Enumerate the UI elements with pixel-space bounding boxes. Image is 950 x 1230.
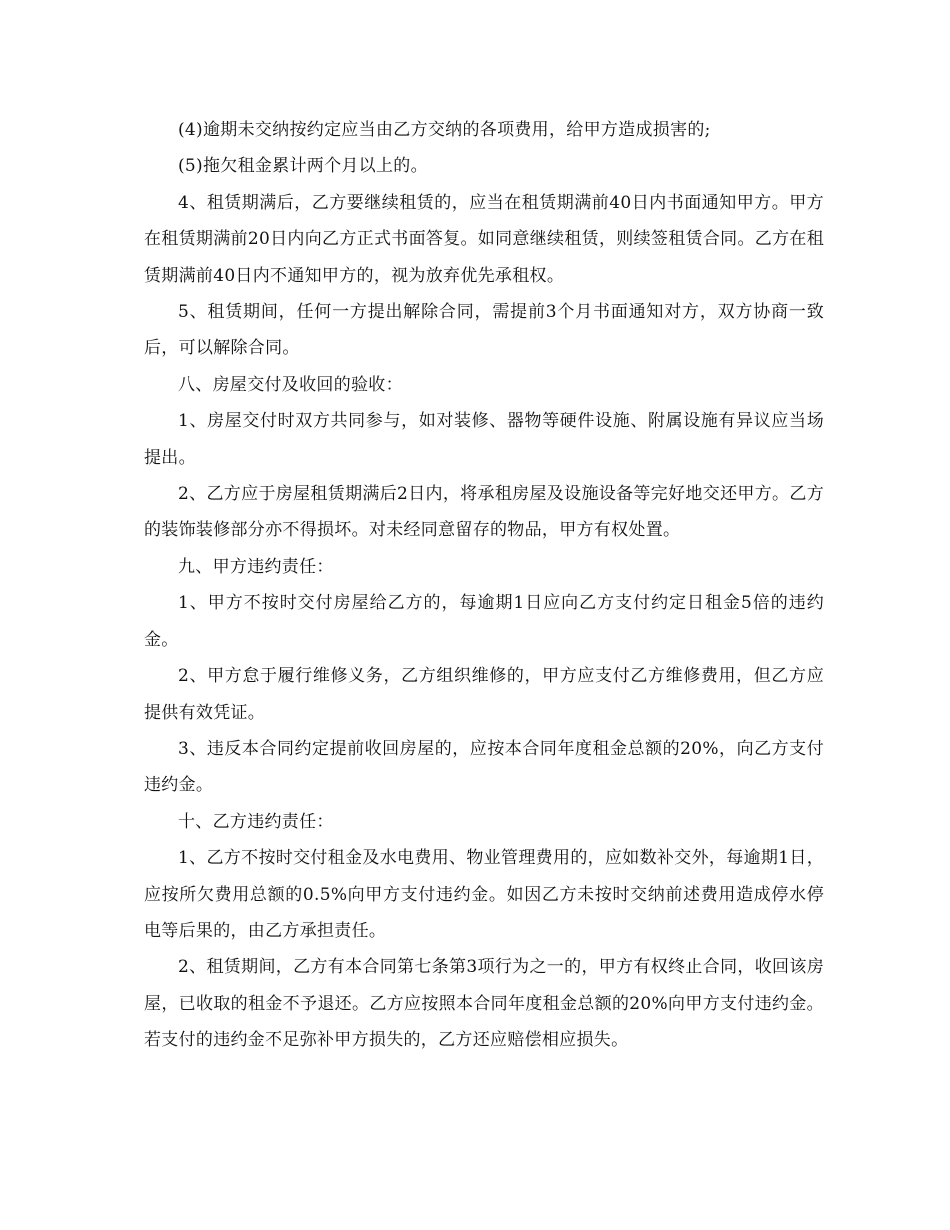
clause-7-paragraph-5: 5、租赁期间，任何一方提出解除合同，需提前3个月书面通知对方，双方协商一致后，可以解除合同。 <box>144 302 824 359</box>
document-body <box>144 112 824 1059</box>
clause-9-paragraph-3: 3、违反本合同约定提前收回房屋的，应按本合同年度租金总额的20%，向乙方支付违约金。 <box>144 738 824 796</box>
section-heading-10: 十、乙方违约责任： <box>178 811 334 832</box>
clause-7-paragraph-4: 4、租赁期满后，乙方要继续租赁的，应当在租赁期满前40日内书面通知甲方。甲方在租赁期满前20日内向乙方正式书面答复。如同意继续租赁，则续签租赁合同。乙方在租赁期满前40日内不通知甲方的，视为放弃优先承租权。 <box>144 192 824 286</box>
clause-7-item-5: (5)拖欠租金累计两个月以上的。 <box>178 156 428 177</box>
clause-9-paragraph-1: 1、甲方不按时交付房屋给乙方的，每逾期1日应向乙方支付约定日租金5倍的违约金。 <box>144 593 824 650</box>
clause-7-item-4: (4)逾期未交纳按约定应当由乙方交纳的各项费用，给甲方造成损害的; <box>178 120 711 140</box>
section-heading-9: 九、甲方违约责任： <box>178 556 334 577</box>
clause-10-paragraph-1: 1、乙方不按时交付租金及水电费用、物业管理费用的，应如数补交外，每逾期1日，应按所欠费用总额的0.5%向甲方支付违约金。如因乙方未按时交纳前述费用造成停水停电等后果的，由乙方承担责任。 <box>144 848 824 941</box>
section-heading-8: 八、房屋交付及收回的验收： <box>178 374 403 395</box>
clause-8-paragraph-2: 2、乙方应于房屋租赁期满后2日内，将承租房屋及设施设备等完好地交还甲方。乙方的装饰装修部分亦不得损坏。对未经同意留存的物品，甲方有权处置。 <box>144 484 824 541</box>
clause-8-paragraph-1: 1、房屋交付时双方共同参与，如对装修、器物等硬件设施、附属设施有异议应当场提出。 <box>144 411 824 468</box>
clause-10-paragraph-2: 2、租赁期间，乙方有本合同第七条第3项行为之一的，甲方有权终止合同，收回该房屋，已收取的租金不予退还。乙方应按照本合同年度租金总额的20%向甲方支付违约金。若支付的违约金不足弥补甲方损失的，乙方还应赔偿相应损失。 <box>144 957 824 1051</box>
clause-9-paragraph-2: 2、甲方怠于履行维修义务，乙方组织维修的，甲方应支付乙方维修费用，但乙方应提供有效凭证。 <box>144 666 824 723</box>
